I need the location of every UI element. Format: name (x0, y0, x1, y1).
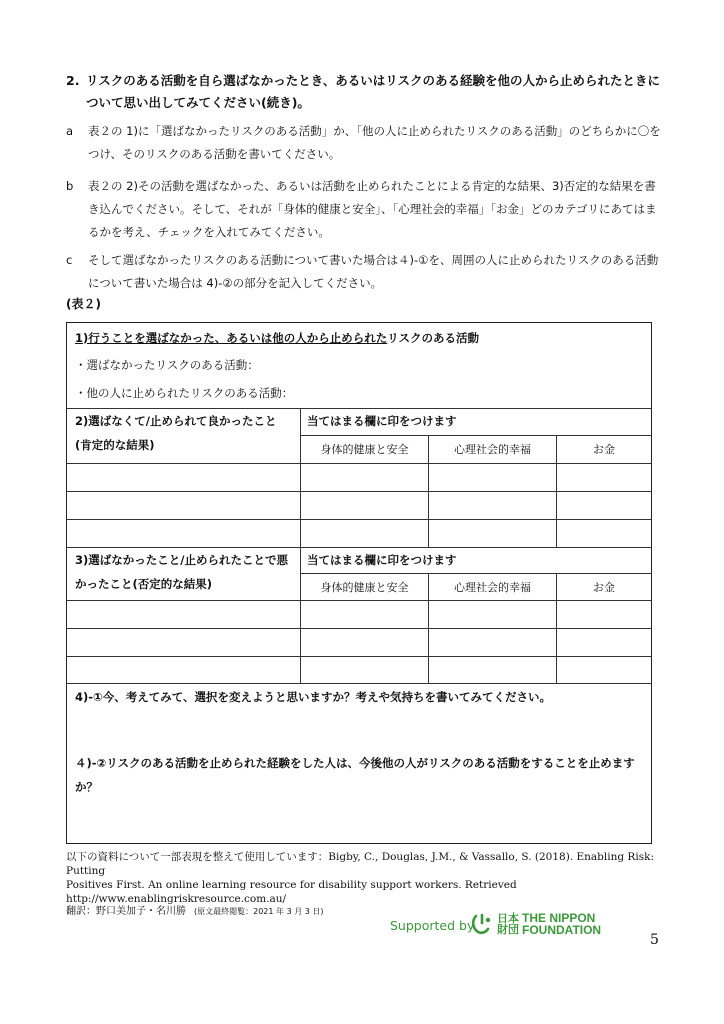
sec3-row-3[interactable] (67, 683, 651, 684)
sec2-col-money: お金 (593, 443, 615, 456)
sec1-title-underlined: 1)行うことを選ばなかった、あるいは他の人から止められた (75, 331, 388, 345)
heading-text: リスクのある活動を自ら選ばなかったとき、あるいはリスクのある経験を他の人から止められたときについて思い出してみてください(続き)。 (86, 73, 661, 110)
translators: 翻訳：野口美加子・名川勝 (66, 906, 186, 917)
logo-en-line-2: FOUNDATION (522, 923, 602, 937)
source-citation-line-2: Positives First. An online learning resource for disability support workers. Retrieved http://www.enablingriskresource.com.au/ (66, 879, 517, 905)
sec3-row-1[interactable] (67, 628, 651, 629)
sec3-col-physical: 身体的健康と安全 (320, 581, 409, 594)
sec2-row-2[interactable] (67, 519, 651, 520)
divider (300, 408, 301, 683)
instruction-text: 表２の 1)に「選ばなかったリスクのある活動」か、「他の人に止められたリスクのある活動」のどちらかに〇をつけ、そのリスクのある活動を書いてください。 (88, 124, 661, 161)
logo-english-text (522, 912, 601, 936)
sec3-check-header: 当てはまる欄に印をつけます (307, 553, 457, 567)
sec1-title-rest: リスクのある活動 (387, 331, 480, 345)
instruction-letter: c (66, 253, 73, 267)
sec2-col-physical: 身体的健康と安全 (320, 443, 409, 456)
sec2-title: 2)選ばなくて/止められて良かったこと(肯定的な結果) (75, 414, 277, 452)
instruction-letter: b (66, 179, 74, 193)
sec4-question-1[interactable]: 4)-①今、考えてみて、選択を変えようと思いますか？考えや気持ちを書いてみてください。 (75, 690, 552, 704)
divider (67, 463, 651, 464)
divider (556, 573, 557, 683)
divider (556, 435, 557, 547)
logo-en-line-1: THE NIPPON (522, 911, 596, 925)
section-heading (66, 70, 666, 114)
sec4-question-2[interactable]: ４)-②リスクのある活動を止められた経験をした人は、今後他の人がリスクのある活動をすることを止めますか？ (75, 756, 635, 794)
divider (428, 573, 429, 683)
sec2-col-psychosocial: 心理社会的幸福 (454, 443, 531, 456)
nippon-foundation-logo-icon (470, 912, 494, 936)
sec3-col-psychosocial: 心理社会的幸福 (454, 581, 531, 594)
divider (67, 600, 651, 601)
sec3-col-money: お金 (593, 581, 615, 594)
divider (300, 573, 652, 574)
logo-jp-line-2: 財団 (497, 923, 519, 936)
instruction-a (66, 120, 666, 166)
sec3-row-2[interactable] (67, 656, 651, 657)
sec3-title: 3)選ばなかったこと/止められたことで悪かったこと(否定的な結果) (75, 553, 288, 591)
date-note: (原文最終閲覧：2021 年 3 月 3 日) (194, 907, 324, 916)
source-citation-line-1: 以下の資料について一部表現を整えて使用しています：Bigby, C., Douglas, J.M., & Vassallo, S. (2018). Enabling Risk: Putting (66, 851, 654, 877)
instruction-c (66, 249, 666, 295)
instruction-text: 表２の 2)その活動を選ばなかった、あるいは活動を止められたことによる肯定的な結果、3)否定的な結果を書き込んでください。そして、それが「身体的健康と安全」、「心理社会的幸福」「お金」どのカテゴリにあてはまるかを考え、チェックを入れてみてください。 (88, 179, 657, 239)
divider (428, 435, 429, 547)
instruction-letter: a (66, 124, 74, 138)
translation-credit (66, 902, 324, 917)
divider (300, 435, 652, 436)
sec1-title (75, 326, 479, 350)
sec2-check-header: 当てはまる欄に印をつけます (307, 414, 457, 428)
instruction-b (66, 175, 666, 244)
table-label: (表２) (66, 297, 101, 311)
page-number: 5 (650, 932, 659, 948)
sec2-row-1[interactable] (67, 491, 651, 492)
logo-japanese-text (497, 913, 519, 935)
heading-number: 2. (66, 73, 80, 88)
worksheet-table (66, 322, 652, 844)
sec1-line-not-chosen[interactable]: ・選ばなかったリスクのある活動： (75, 358, 259, 372)
logo-jp-line-1: 日本 (497, 912, 519, 925)
supported-by-text: Supported by (390, 918, 475, 933)
sec1-line-stopped[interactable]: ・他の人に止められたリスクのある活動： (75, 386, 294, 400)
instruction-text: そして選ばなかったリスクのある活動について書いた場合は４)-①を、周囲の人に止められたリスクのある活動について書いた場合は 4)-②の部分を記入してください。 (88, 253, 659, 290)
